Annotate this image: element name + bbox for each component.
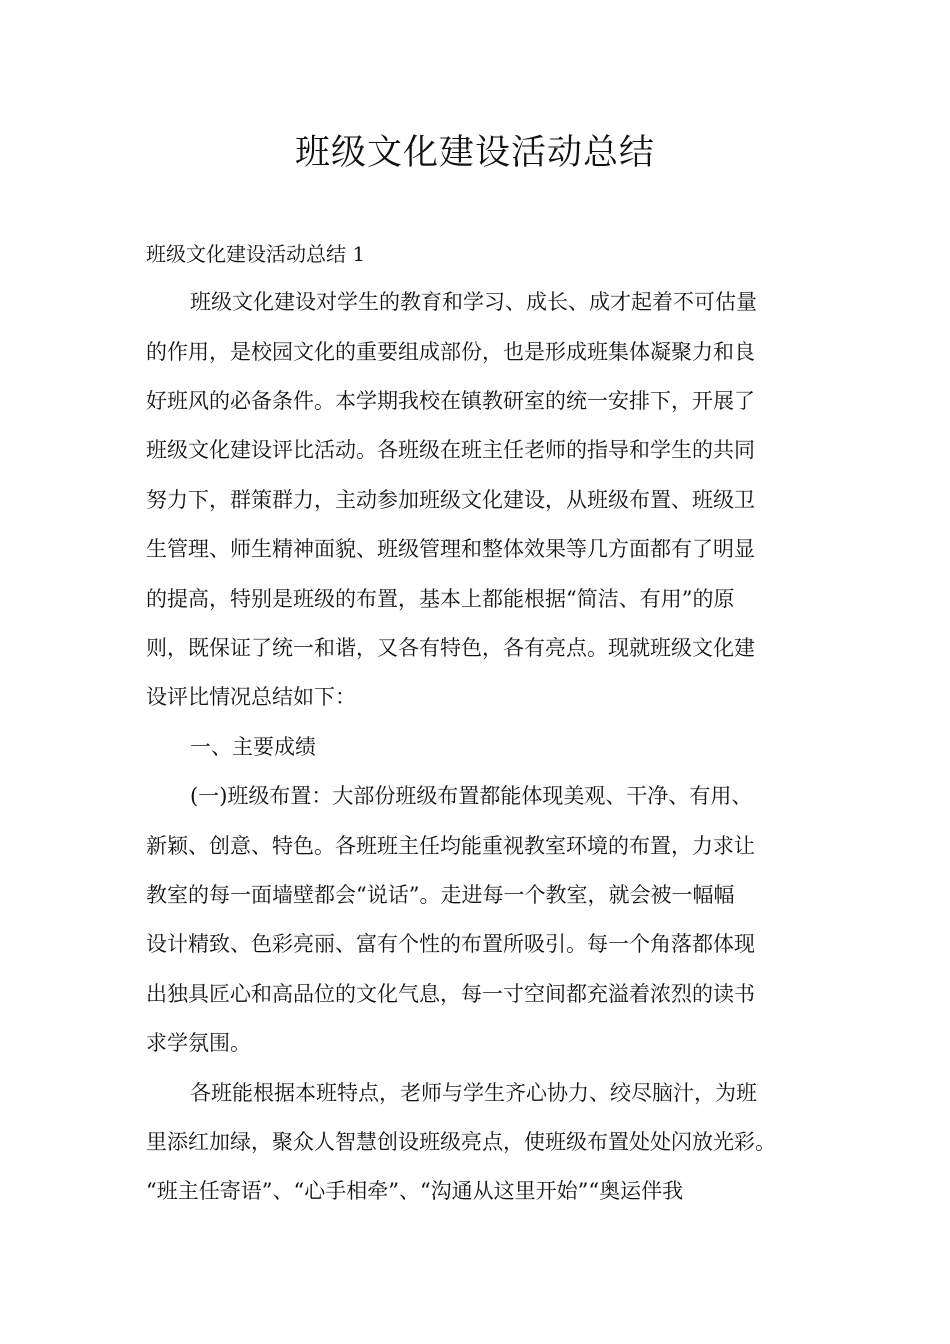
body-line: 则，既保证了统一和谐，又各有特色，各有亮点。现就班级文化建 xyxy=(146,636,755,660)
body-line: 设计精致、色彩亮丽、富有个性的布置所吸引。每一个角落都体现 xyxy=(146,932,755,956)
body-line: 里添红加绿，聚众人智慧创设班级亮点，使班级布置处处闪放光彩。 xyxy=(146,1130,776,1154)
section-heading: 班级文化建设活动总结 1 xyxy=(146,242,366,266)
body-line: 教室的每一面墙壁都会“说话”。走进每一个教室，就会被一幅幅 xyxy=(146,883,735,907)
body-line: 生管理、师生精神面貌、班级管理和整体效果等几方面都有了明显 xyxy=(146,537,755,561)
body-line: 的提高，特别是班级的布置，基本上都能根据“简洁、有用”的原 xyxy=(146,587,735,611)
body-line: 出独具匠心和高品位的文化气息，每一寸空间都充溢着浓烈的读书 xyxy=(146,982,755,1006)
body-line: 设评比情况总结如下： xyxy=(146,685,356,709)
body-line: 各班能根据本班特点，老师与学生齐心协力、绞尽脑汁，为班 xyxy=(190,1081,757,1105)
body-line: 努力下，群策群力，主动参加班级文化建设，从班级布置、班级卫 xyxy=(146,488,755,512)
section-heading-achievements: 一、主要成绩 xyxy=(190,735,316,759)
body-line: “班主任寄语”、“心手相牵”、“沟通从这里开始”“奥运伴我 xyxy=(146,1179,684,1203)
body-line: 好班风的必备条件。本学期我校在镇教研室的统一安排下，开展了 xyxy=(146,389,755,413)
document-title: 班级文化建设活动总结 xyxy=(294,133,655,173)
body-line: (一)班级布置：大部份班级布置都能体现美观、干净、有用、 xyxy=(190,784,753,808)
body-line: 求学氛围。 xyxy=(146,1031,251,1055)
body-line: 新颖、创意、特色。各班班主任均能重视教室环境的布置，力求让 xyxy=(146,834,755,858)
body-line: 班级文化建设评比活动。各班级在班主任老师的指导和学生的共同 xyxy=(146,438,755,462)
body-line: 班级文化建设对学生的教育和学习、成长、成才起着不可估量 xyxy=(190,290,757,314)
body-line: 的作用，是校园文化的重要组成部份，也是形成班集体凝聚力和良 xyxy=(146,340,755,364)
